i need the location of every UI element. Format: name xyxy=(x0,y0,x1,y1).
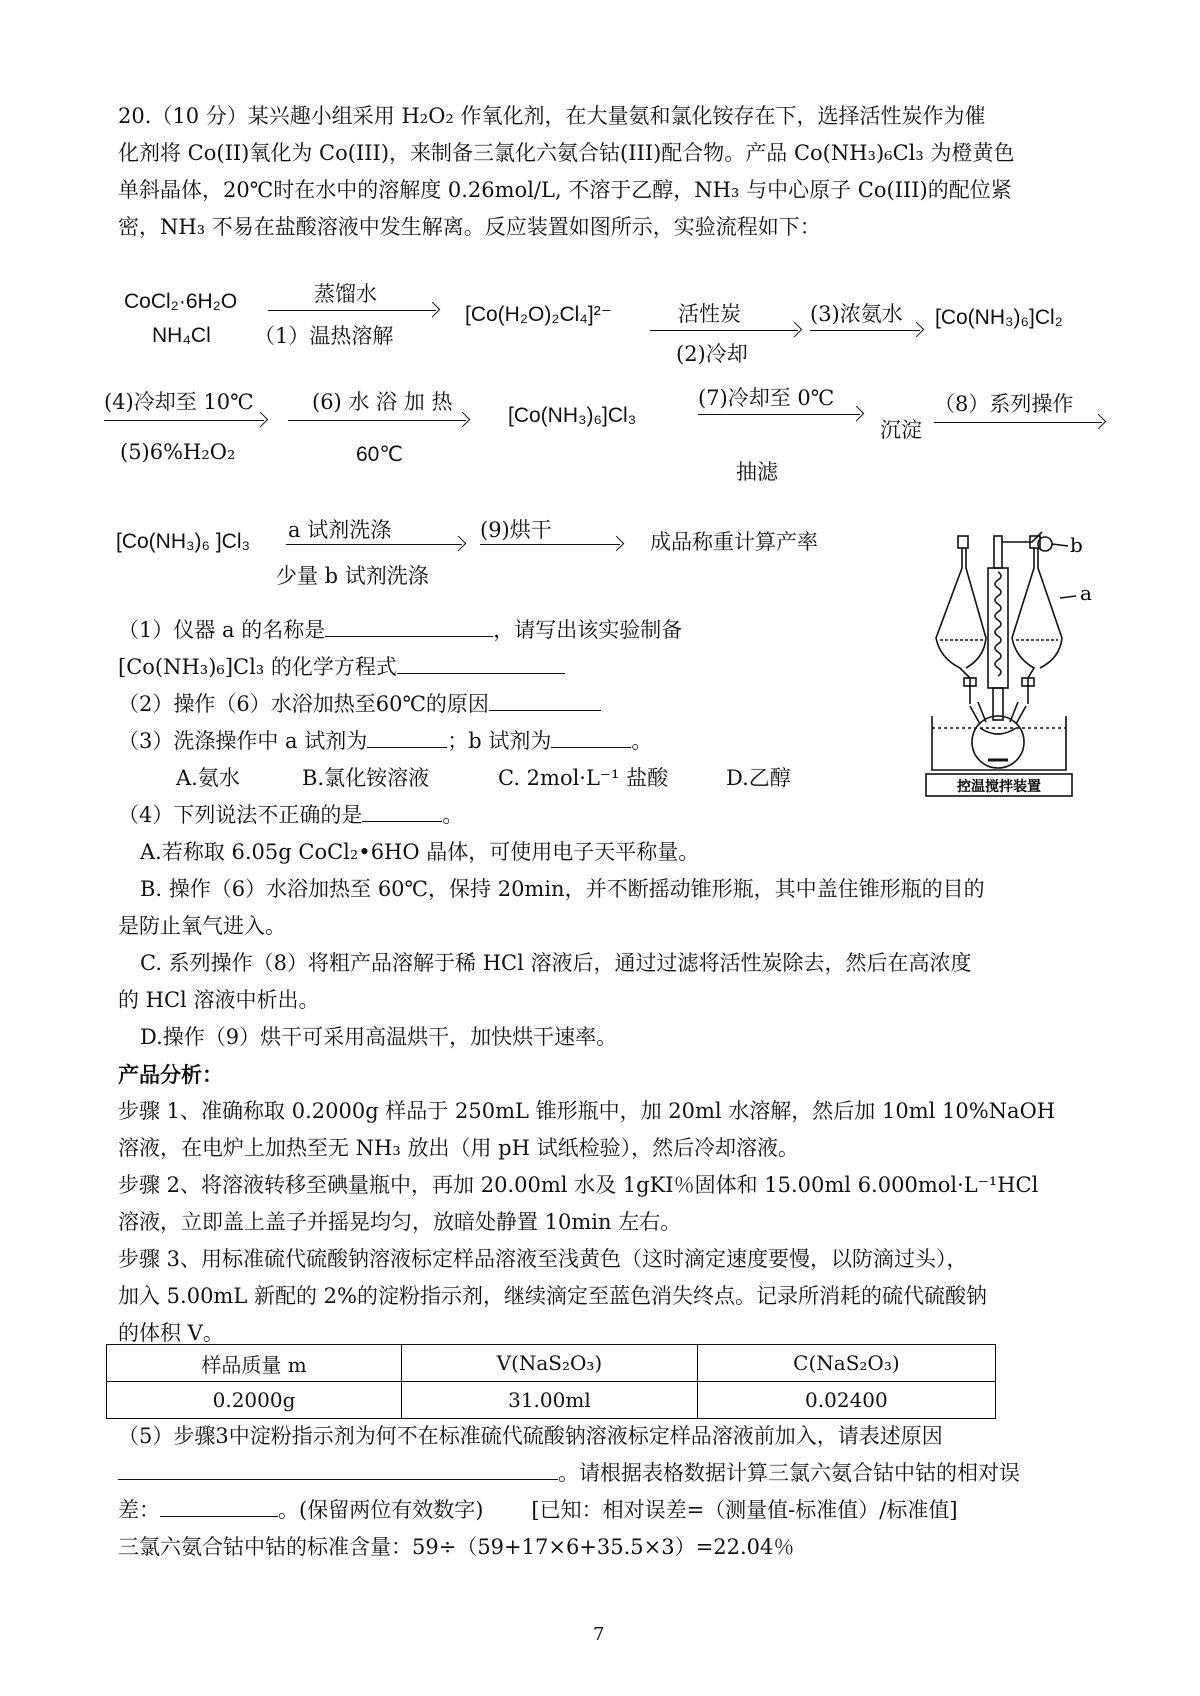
table-header-row xyxy=(107,1345,996,1382)
intro-paragraph xyxy=(118,98,1093,246)
flow-product4: [Co(NH₃)₆ ]Cl₃ xyxy=(116,530,251,553)
q4-line: （4）下列说法不正确的是 。 xyxy=(118,797,898,834)
analysis-step1-line1: 步骤 1、准确称取 0.2000g 样品于 250mL 锥形瓶中，加 20ml 水溶解，然后加 10ml 10%NaOH xyxy=(118,1099,1056,1123)
apparatus-diagram xyxy=(900,528,1100,798)
q3-option-c: C. 2mol·L⁻¹ 盐酸 xyxy=(498,766,669,790)
q4-option-d: D.操作（9）烘干可采用高温烘干，加快烘干速率。 xyxy=(140,1025,618,1049)
analysis-step3-line2: 加入 5.00mL 新配的 2%的淀粉指示剂，继续滴定至蓝色消失终点。记录所消耗的硫代硫酸钠 xyxy=(118,1284,987,1308)
q1-blank-equation[interactable] xyxy=(397,651,565,674)
flow-product2: [Co(NH₃)₆]Cl₂ xyxy=(935,306,1063,329)
q4-option-b-line2: 是防止氧气进入。 xyxy=(118,914,286,938)
page-number: 7 xyxy=(593,1624,605,1645)
table-row xyxy=(107,1382,996,1419)
flow-arrow-1 xyxy=(268,310,436,311)
intro-line-2: 化剂将 Co(II)氧化为 Co(III)，来制备三氯化六氨合钴(III)配合物。产品 Co(NH₃)₆Cl₃ 为橙黄色 xyxy=(118,141,1015,165)
q5-line-1: （5）步骤3中淀粉指示剂为何不在标准硫代硫酸钠溶液标定样品溶液前加入，请表述原因 xyxy=(118,1424,943,1448)
q5-line-2: 。请根据表格数据计算三氯六氨合钴中钴的相对误 xyxy=(118,1455,1093,1492)
q3-option-a: A.氨水 xyxy=(176,766,240,790)
flow-step6-below: 60℃ xyxy=(356,443,403,466)
q3-option-b: B.氯化铵溶液 xyxy=(302,766,430,790)
q5-line-3: 差： 。(保留两位有效数字) [已知：相对误差=（测量值-标准值）/标准值] xyxy=(118,1492,1093,1529)
analysis-step3-line1: 步骤 3、用标准硫代硫酸钠溶液标定样品溶液至浅黄色（这时滴定速度要慢，以防滴过头）， xyxy=(118,1247,968,1271)
q3-line: （3）洗涤操作中 a 试剂为 ；b 试剂为 。 xyxy=(118,723,898,760)
analysis-heading: 产品分析： xyxy=(118,1062,223,1087)
questions-block xyxy=(118,612,898,834)
table-header-concentration: C(NaS₂O₃) xyxy=(697,1345,995,1382)
flow-step7-below: 抽滤 xyxy=(736,460,778,484)
flow-arrow-9 xyxy=(480,544,620,545)
flow-reactant-nh4cl: NH₄Cl xyxy=(152,324,211,347)
table-cell-mass: 0.2000g xyxy=(107,1382,402,1419)
apparatus-label-b: b xyxy=(1070,533,1083,557)
q4-blank[interactable] xyxy=(362,799,442,822)
intro-line-1: 20.（10 分）某兴趣小组采用 H₂O₂ 作氧化剂，在大量氨和氯化铵存在下，选择活性炭作为催 xyxy=(118,104,986,128)
flow-step5-below: (5)6%H₂O₂ xyxy=(120,440,236,464)
analysis-step1-line2: 溶液，在电炉上加热至无 NH₃ 放出（用 pH 试纸检验），然后冷却溶液。 xyxy=(118,1136,800,1160)
flow-reactant-cocl2: CoCl₂·6H₂O xyxy=(124,290,238,313)
flow-arrow-2 xyxy=(650,330,798,331)
flow-arrow-8 xyxy=(934,422,1102,423)
flow-step8-above: （8）系列操作 xyxy=(934,392,1074,416)
q4-option-a: A.若称取 6.05g CoCl₂•6HO 晶体，可使用电子天平称量。 xyxy=(140,840,700,864)
flow-arrow-4 xyxy=(104,420,264,421)
q5-blank-error[interactable] xyxy=(160,1494,278,1517)
q1-line-2: [Co(NH₃)₆]Cl₃ 的化学方程式 xyxy=(118,649,898,686)
q4-option-c-line1: C. 系列操作（8）将粗产品溶解于稀 HCl 溶液后，通过过滤将活性炭除去，然后在高浓度 xyxy=(140,951,972,975)
q1-line-1: （1）仪器 a 的名称是 ，请写出该实验制备 xyxy=(118,612,898,649)
flow-step9-above: (9)烘干 xyxy=(480,518,552,542)
intro-line-4: 密，NH₃ 不易在盐酸溶液中发生解离。反应装置如图所示，实验流程如下： xyxy=(118,215,821,239)
flow-step6-above: (6) 水 浴 加 热 xyxy=(312,390,453,414)
flow-arrow-7 xyxy=(698,414,860,415)
q4-options xyxy=(118,834,1093,1352)
flow-wash-below: 少量 b 试剂洗涤 xyxy=(276,564,429,588)
flow-arrow-3 xyxy=(810,330,920,331)
flow-step1-above: 蒸馏水 xyxy=(314,282,377,306)
flow-step4-above: (4)冷却至 10℃ xyxy=(104,390,254,414)
table-cell-concentration: 0.02400 xyxy=(697,1382,995,1419)
q2-line: （2）操作（6）水浴加热至60℃的原因 xyxy=(118,686,898,723)
flow-step2-above: 活性炭 xyxy=(678,302,741,326)
analysis-step2-line1: 步骤 2、将溶液转移至碘量瓶中，再加 20.00ml 水及 1gKI％固体和 15.00ml 6.000mol·L⁻¹HCl xyxy=(118,1173,1039,1197)
flow-step2-below: (2)冷却 xyxy=(676,342,748,366)
q3-blank-a[interactable] xyxy=(367,725,447,748)
apparatus-label-a: a xyxy=(1080,581,1092,605)
table-header-mass: 样品质量 m xyxy=(107,1345,402,1382)
q5-line-4: 三氯六氨合钴中钴的标准含量：59÷（59+17×6+35.5×3）=22.04％ xyxy=(118,1535,795,1559)
analysis-step3-line3: 的体积 V。 xyxy=(118,1321,224,1345)
data-table xyxy=(106,1344,996,1419)
flow-product3: [Co(NH₃)₆]Cl₃ xyxy=(508,404,637,427)
flow-wash-above: a 试剂洗涤 xyxy=(288,518,392,542)
q3-option-d: D.乙醇 xyxy=(726,766,791,790)
q2-blank[interactable] xyxy=(489,688,601,711)
q5-blank-reason[interactable] xyxy=(118,1457,558,1480)
flow-final: 成品称重计算产率 xyxy=(650,530,818,554)
q1-blank-name[interactable] xyxy=(325,614,493,637)
flow-arrow-6 xyxy=(288,420,466,421)
q3-blank-b[interactable] xyxy=(551,725,631,748)
table-header-volume: V(NaS₂O₃) xyxy=(402,1345,698,1382)
intro-line-3: 单斜晶体，20℃时在水中的溶解度 0.26mol/L, 不溶于乙醇，NH₃ 与中心原子 Co(III)的配位紧 xyxy=(118,178,1012,202)
q4-option-b-line1: B. 操作（6）水浴加热至 60℃，保持 20min，并不断摇动锥形瓶，其中盖住锥形瓶的目的 xyxy=(140,877,985,901)
flow-step7-above: (7)冷却至 0℃ xyxy=(698,386,835,410)
table-cell-volume: 31.00ml xyxy=(402,1382,698,1419)
flow-step3-above: (3)浓氨水 xyxy=(810,302,903,326)
q5-block xyxy=(118,1418,1093,1566)
flow-arrow-wash xyxy=(286,544,462,545)
flow-step1-below: （1）温热溶解 xyxy=(254,324,394,348)
apparatus-caption: 控温搅拌装置 xyxy=(957,779,1041,795)
q4-option-c-line2: 的 HCl 溶液中析出。 xyxy=(118,988,320,1012)
analysis-step2-line2: 溶液，立即盖上盖子并摇晃均匀，放暗处静置 10min 左右。 xyxy=(118,1210,682,1234)
flow-precipitate: 沉淀 xyxy=(880,418,922,442)
q3-options xyxy=(118,760,898,797)
flow-product1: [Co(H₂O)₂Cl₄]²⁻ xyxy=(465,303,612,326)
